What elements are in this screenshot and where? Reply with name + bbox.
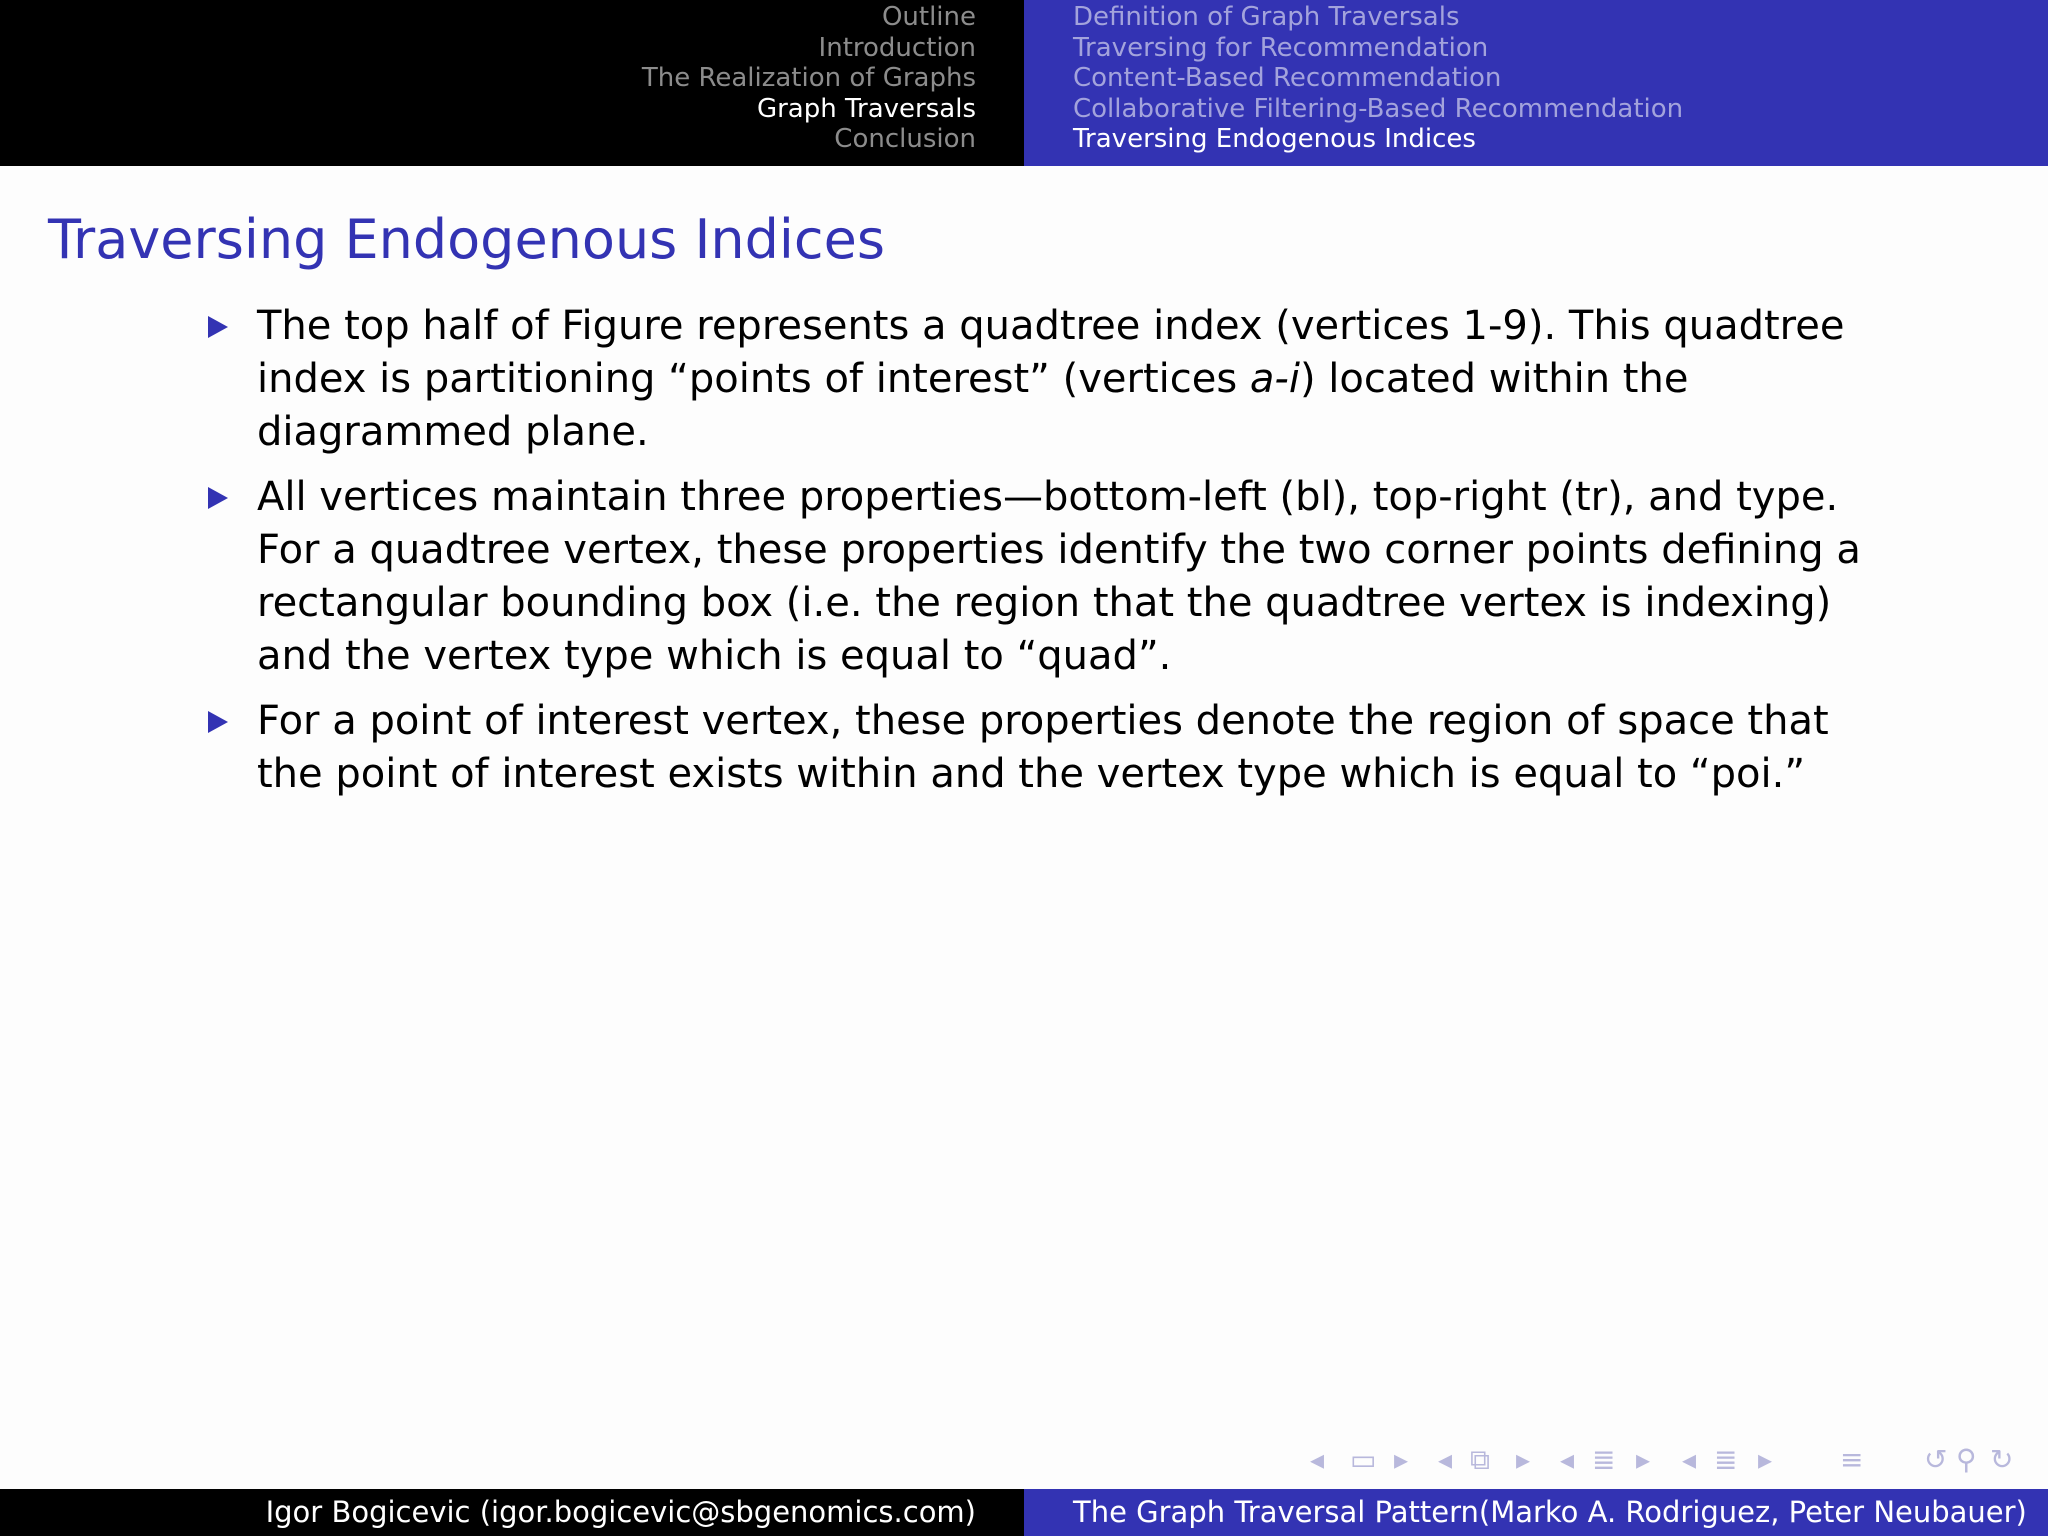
bullet-item	[205, 471, 1905, 683]
section-nav-icon[interactable]: ≣	[1592, 1443, 1616, 1476]
subsection-link-content-based[interactable]: Content-Based Recommendation	[1073, 63, 1502, 93]
bullet-text: For a point of interest vertex, these properties denote the region of space that the point of interest exists within and the vertex type which is equal to “poi.”	[257, 698, 1829, 797]
next-section-icon[interactable]: ▸	[1636, 1443, 1651, 1476]
slide-title: Traversing Endogenous Indices	[48, 208, 885, 271]
bullet-triangle-icon	[208, 487, 228, 509]
section-link-graph-traversals[interactable]: Graph Traversals	[756, 93, 976, 124]
subsection-link-endogenous[interactable]: Traversing Endogenous Indices	[1073, 124, 1476, 154]
subsection-link-definition[interactable]: Definition of Graph Traversals	[1073, 2, 1460, 32]
toc-list-icon[interactable]: ≡	[1840, 1443, 1864, 1476]
next-subsection-icon[interactable]: ▸	[1516, 1443, 1531, 1476]
subsection-nav-panel	[1024, 0, 2048, 166]
subsection-list	[1073, 2, 1683, 155]
toc-nav-icon[interactable]: ≣	[1714, 1443, 1738, 1476]
bullet-triangle-icon	[208, 711, 228, 733]
bullet-item	[205, 300, 1905, 459]
section-link-outline[interactable]: Outline	[881, 2, 976, 32]
prev-section-icon[interactable]: ◂	[1560, 1443, 1575, 1476]
bullet-list	[205, 300, 1905, 813]
bullet-text: All vertices maintain three properties—bottom-left (bl), top-right (tr), and type. For a quadtree vertex, these properties identify the two corner points defining a rectangular bounding box (i.e. the region that the quadtree vertex is indexing) and the vertex type which is equal to “quad”.	[257, 474, 1861, 679]
prev-subsection-icon[interactable]: ◂	[1438, 1443, 1453, 1476]
redo-icon[interactable]: ↻	[1990, 1443, 2014, 1476]
bullet-item	[205, 695, 1905, 801]
section-list	[642, 2, 976, 155]
next-frame-icon[interactable]: ▸	[1394, 1443, 1409, 1476]
subsection-link-collaborative[interactable]: Collaborative Filtering-Based Recommendation	[1073, 93, 1684, 124]
undo-icon[interactable]: ↺	[1924, 1443, 1948, 1476]
prev-slide-group-icon[interactable]: ◂	[1682, 1443, 1697, 1476]
footer-author: Igor Bogicevic (igor.bogicevic@sbgenomics.com)	[265, 1495, 976, 1529]
beamer-navigation-symbols	[1310, 1440, 2030, 1480]
subsection-link-recommendation[interactable]: Traversing for Recommendation	[1073, 32, 1489, 63]
footer-talk-title: The Graph Traversal Pattern(Marko A. Rodriguez, Peter Neubauer)	[1073, 1495, 2027, 1529]
frame-nav-icon[interactable]: ▭	[1350, 1443, 1377, 1476]
bullet-triangle-icon	[208, 316, 228, 338]
section-nav-panel	[0, 0, 1024, 166]
footer-title-panel	[1024, 1489, 2048, 1536]
prev-frame-icon[interactable]: ◂	[1310, 1443, 1325, 1476]
subsection-nav-icon[interactable]: ⧉	[1470, 1443, 1490, 1476]
section-link-conclusion[interactable]: Conclusion	[834, 124, 976, 154]
footer-author-panel	[0, 1489, 1024, 1536]
section-link-introduction[interactable]: Introduction	[818, 32, 976, 63]
section-link-realization[interactable]: The Realization of Graphs	[641, 63, 976, 93]
navigation-header	[0, 0, 2048, 166]
footer-bar	[0, 1489, 2048, 1536]
search-icon[interactable]: ⚲	[1956, 1443, 1977, 1476]
next-slide-group-icon[interactable]: ▸	[1758, 1443, 1773, 1476]
bullet-text: The top half of Figure represents a quadtree index (vertices 1-9). This quadtree index is partitioning “points of interest” (vertices a-i) located within the diagrammed plane.	[257, 303, 1845, 455]
